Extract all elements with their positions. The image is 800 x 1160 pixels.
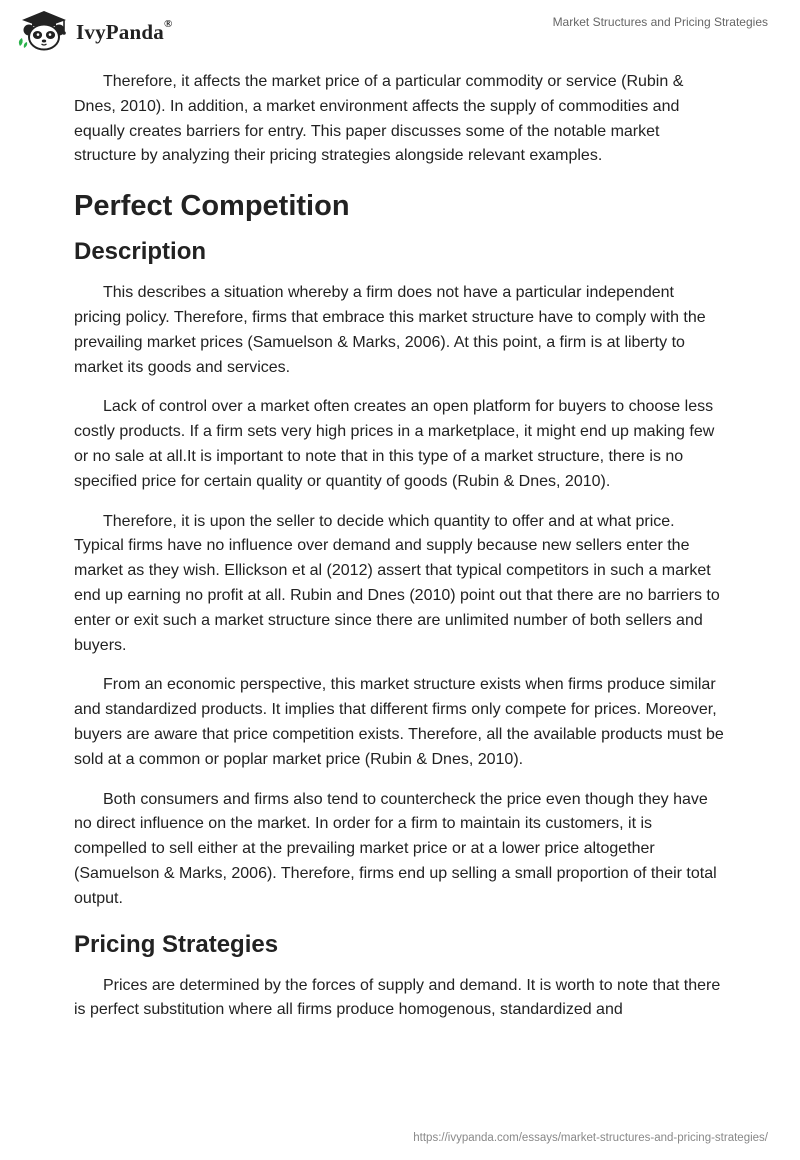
intro-paragraph: Therefore, it affects the market price of a particular commodity or service (Rubin & Dnes, 2010). In addition, a market environment affects the supply of commodities and equally creates barriers for entry. This paper discusses some of the notable market structure by analyzing their pricing strategies alongside relevant examples. bbox=[74, 73, 684, 165]
subsection-heading-description: Description bbox=[74, 238, 207, 266]
body-paragraph: From an economic perspective, this market structure exists when firms produce similar and standardized products. It implies that different firms only compete for prices. Moreover, buyers are aware that price competition exists. Therefore, all the available products must be sold at a common or poplar market price (Rubin & Dnes, 2010). bbox=[74, 676, 724, 768]
page-header bbox=[0, 0, 800, 60]
body-paragraph: Therefore, it is upon the seller to decide which quantity to offer and at what price. Typical firms have no influence over demand and supply because new sellers enter the market as they wish. Ellickson et al (2012) assert that typical competitors in such a market end up earning no profit at all. Rubin and Dnes (2010) point out that there are no barriers to enter or exit such a market structure since there are unlimited number of both sellers and buyers. bbox=[74, 512, 720, 654]
running-title: Market Structures and Pricing Strategies bbox=[552, 15, 768, 29]
body-paragraph: Both consumers and firms also tend to countercheck the price even though they have no direct influence on the market. In order for a firm to maintain its customers, it is compelled to sell either at the prevailing market price or at a lower price altogether (Samuelson & Marks, 2006). Therefore, firms end up selling a small proportion of their total output. bbox=[74, 790, 717, 907]
section-heading: Perfect Competition bbox=[74, 190, 350, 223]
ivypanda-logo[interactable] bbox=[14, 8, 172, 52]
body-paragraph: Prices are determined by the forces of supply and demand. It is worth to note that there is perfect substitution where all firms produce homogenous, standardized and bbox=[74, 976, 721, 1019]
source-url[interactable]: https://ivypanda.com/essays/market-structures-and-pricing-strategies/ bbox=[413, 1132, 768, 1144]
body-paragraph: This describes a situation whereby a firm does not have a particular independent pricing policy. Therefore, firms that embrace this market structure have to comply with the prevailing market prices (Samuelson & Marks, 2006). At this point, a firm is at liberty to market its goods and services. bbox=[74, 284, 706, 376]
panda-graduate-icon bbox=[14, 8, 72, 52]
brand-name-text: IvyPanda bbox=[76, 19, 164, 44]
article-body bbox=[74, 70, 724, 1038]
brand-name bbox=[76, 17, 173, 45]
registered-mark: ® bbox=[163, 17, 173, 30]
body-paragraph: Lack of control over a market often creates an open platform for buyers to choose less costly products. If a firm sets very high prices in a marketplace, it might end up making few or no sale at all.It is important to note that in this type of a market structure, there is no specified price for certain quality or quantity of goods (Rubin & Dnes, 2010). bbox=[74, 398, 715, 490]
subsection-heading-pricing: Pricing Strategies bbox=[74, 930, 279, 958]
